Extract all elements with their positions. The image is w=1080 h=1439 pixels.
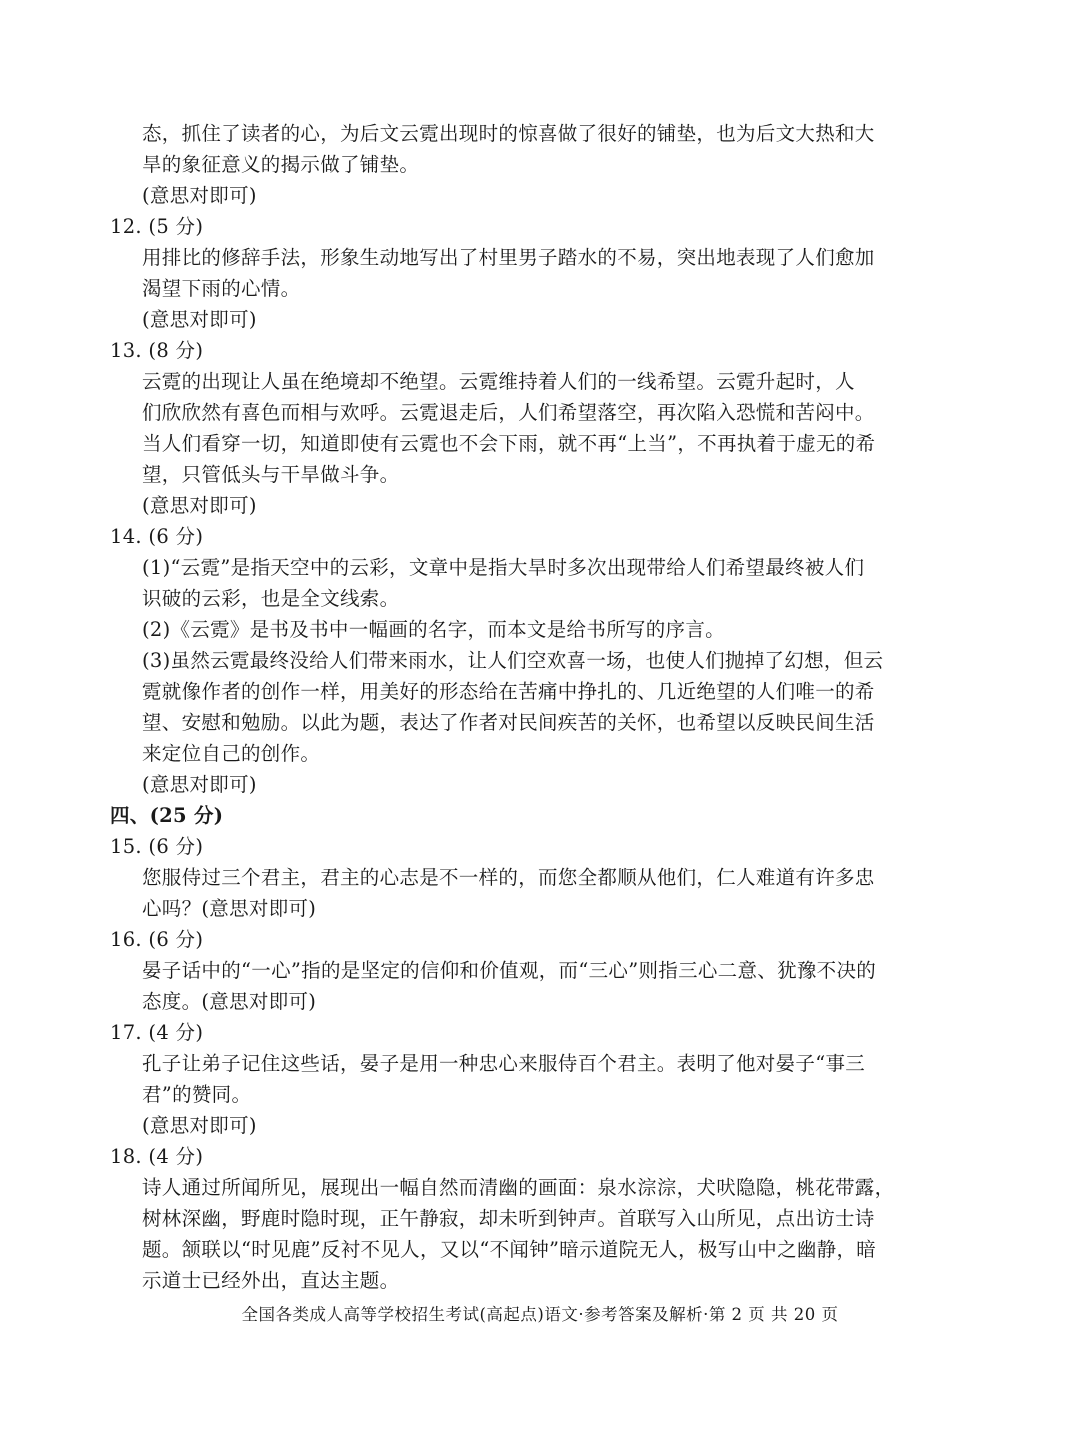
text-line: (2)《云霓》是书及书中一幅画的名字，而本文是给书所写的序言。 — [142, 618, 725, 641]
text-line: 树林深幽，野鹿时隐时现，正午静寂，却未听到钟声。首联写入山所见，点出访士诗 — [142, 1207, 875, 1230]
text-line: (意思对即可) — [142, 494, 257, 517]
text-line: 示道士已经外出，直达主题。 — [142, 1269, 400, 1292]
answer-content — [110, 118, 895, 1296]
text-line: 心吗？(意思对即可) — [142, 897, 317, 920]
question-number: 14. (6 分) — [110, 525, 204, 548]
text-line: 望，只管低头与干旱做斗争。 — [142, 463, 400, 486]
question-number: 13. (8 分) — [110, 339, 204, 362]
text-line: (意思对即可) — [142, 184, 257, 207]
text-line: 态度。(意思对即可) — [142, 990, 317, 1013]
text-line: 题。颔联以“时见鹿”反衬不见人，又以“不闻钟”暗示道院无人，极写山中之幽静，暗 — [142, 1238, 877, 1261]
question-number: 16. (6 分) — [110, 928, 204, 951]
text-line: (1)“云霓”是指天空中的云彩，文章中是指大旱时多次出现带给人们希望最终被人们 — [142, 556, 865, 579]
section-heading: 四、(25 分) — [110, 804, 224, 827]
text-line: (意思对即可) — [142, 773, 257, 796]
text-line: 君”的赞同。 — [142, 1083, 252, 1106]
text-line: 您服侍过三个君主，君主的心志是不一样的，而您全都顺从他们，仁人难道有许多忠 — [142, 866, 875, 889]
text-line: 当人们看穿一切，知道即使有云霓也不会下雨，就不再“上当”，不再执着于虚无的希 — [142, 432, 876, 455]
question-number: 15. (6 分) — [110, 835, 204, 858]
text-line: (意思对即可) — [142, 1114, 257, 1137]
text-line: (意思对即可) — [142, 308, 257, 331]
text-line: 们欣欣然有喜色而相与欢呼。云霓退走后，人们希望落空，再次陷入恐慌和苦闷中。 — [142, 401, 875, 424]
question-number: 17. (4 分) — [110, 1021, 204, 1044]
text-line: 渴望下雨的心情。 — [142, 277, 301, 300]
page-footer: 全国各类成人高等学校招生考试(高起点)语文·参考答案及解析·第 2 页 共 20 页 — [241, 1305, 839, 1324]
text-line: 来定位自己的创作。 — [142, 742, 321, 765]
text-line: 云霓的出现让人虽在绝境却不绝望。云霓维持着人们的一线希望。云霓升起时，人 — [142, 370, 855, 393]
question-number: 12. (5 分) — [110, 215, 204, 238]
question-number: 18. (4 分) — [110, 1145, 204, 1168]
text-line: (3)虽然云霓最终没给人们带来雨水，让人们空欢喜一场，也使人们抛掉了幻想，但云 — [142, 649, 884, 672]
text-line: 用排比的修辞手法，形象生动地写出了村里男子踏水的不易，突出地表现了人们愈加 — [142, 246, 875, 269]
text-line: 孔子让弟子记住这些话，晏子是用一种忠心来服侍百个君主。表明了他对晏子“事三 — [142, 1052, 866, 1075]
text-line: 诗人通过所闻所见，展现出一幅自然而清幽的画面：泉水淙淙，犬吠隐隐，桃花带露， — [142, 1176, 895, 1199]
text-line: 霓就像作者的创作一样，用美好的形态给在苦痛中挣扎的、几近绝望的人们唯一的希 — [142, 680, 875, 703]
text-line: 识破的云彩，也是全文线索。 — [142, 587, 400, 610]
text-line: 晏子话中的“一心”指的是坚定的信仰和价值观，而“三心”则指三心二意、犹豫不决的 — [142, 959, 877, 982]
text-line: 旱的象征意义的揭示做了铺垫。 — [142, 153, 420, 176]
text-line: 望、安慰和勉励。以此为题，表达了作者对民间疾苦的关怀，也希望以反映民间生活 — [142, 711, 875, 734]
text-line: 态，抓住了读者的心，为后文云霓出现时的惊喜做了很好的铺垫，也为后文大热和大 — [142, 122, 875, 145]
